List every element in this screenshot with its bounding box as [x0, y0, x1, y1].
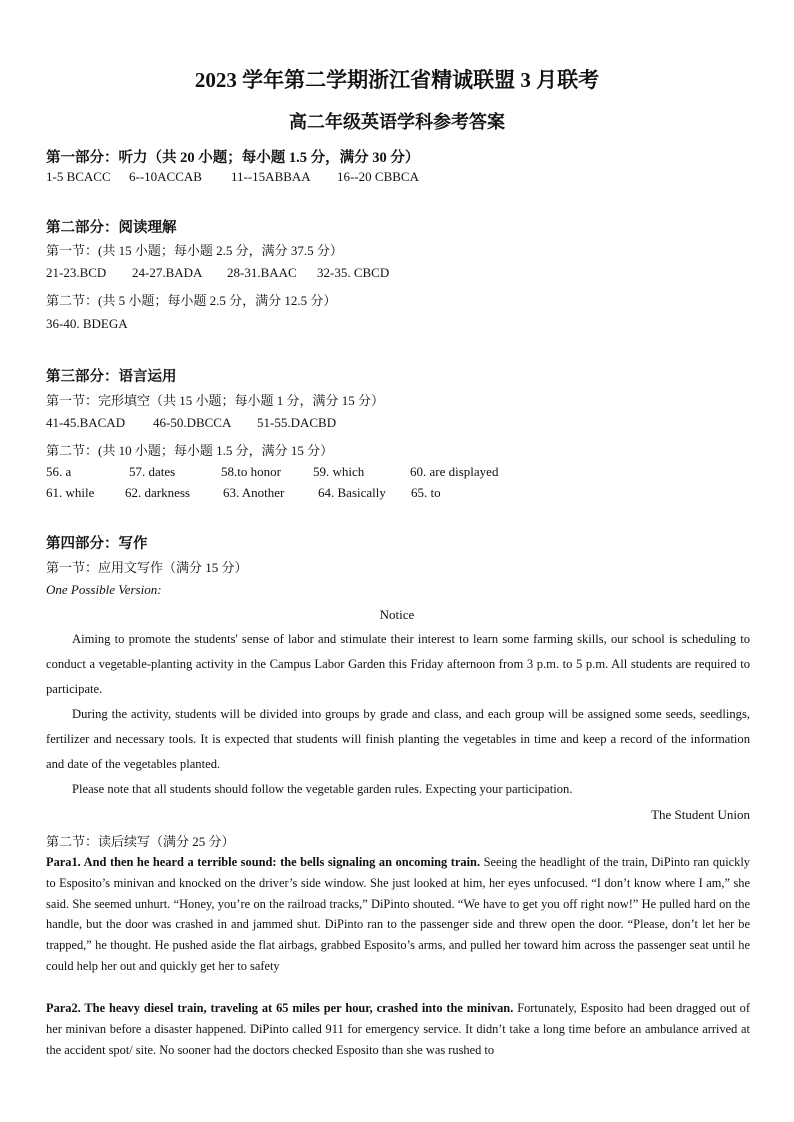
part4-heading: 第四部分：写作 [46, 536, 148, 552]
answer-item: 58.to honor [221, 464, 281, 479]
answer-item: 61. while [46, 485, 95, 500]
answer-group: 24-27.BADA [132, 265, 203, 280]
answer-group: 16--20 CBBCA [337, 169, 419, 184]
answer-group: 6--10ACCAB [129, 169, 202, 184]
notice-title: Notice [379, 607, 415, 622]
answer-group: 11--15ABBAA [231, 169, 311, 184]
part3-heading: 第三部分：语言运用 [46, 369, 177, 385]
answer-group: 1-5 BCACC [46, 169, 111, 184]
part1-heading: 第一部分：听力（共 20 小题；每小题 1.5 分，满分 30 分） [46, 150, 420, 166]
part2-heading: 第二部分：阅读理解 [46, 220, 177, 236]
answer-item: 62. darkness [125, 485, 190, 500]
part3-sec2-heading: 第二节：(共 10 小题；每小题 1.5 分，满分 15 分） [46, 443, 334, 458]
answer-item: 65. to [411, 485, 441, 500]
part2-sec2-heading: 第二节：(共 5 小题；每小题 2.5 分，满分 12.5 分） [46, 293, 337, 308]
page-subtitle: 高二年级英语学科参考答案 [289, 112, 505, 132]
para2-lead: Para2. The heavy diesel train, traveling at 65 miles per hour, crashed into the minivan. [46, 1001, 514, 1015]
part3-sec1-heading: 第一节：完形填空（共 15 小题；每小题 1 分，满分 15 分） [46, 393, 385, 408]
answer-group: 28-31.BAAC [227, 265, 297, 280]
notice-paragraph: Please note that all students should follow the vegetable garden rules. Expecting your participation. [72, 782, 573, 796]
version-label: One Possible Version: [46, 582, 162, 597]
para1-body: Seeing the headlight of the train, DiPinto ran quickly to Esposito’s minivan and knocked on the driver’s side window. She just looked at him, her eyes unfocused. “I don’t know where I am,” she said. She seemed unhurt. “Honey, you’re on the railroad tracks,” DiPinto shouted. “We have to get you off right now!” He pulled hard on the handle, but the door was crashed in and jammed shut. DiPinto ran to the passenger side and threw open the door. “Please, don’t let her be trapped,” he thought. He pushed aside the flat airbags, grabbed Esposito’s arms, and pulled her toward him across the passenger seat until he could help her out and quickly get her to safety [46, 855, 750, 973]
para1-lead: Para1. And then he heard a terrible sound: the bells signaling an oncoming train. [46, 855, 481, 869]
answer-group: 21-23.BCD [46, 265, 107, 280]
part3-sec1-answers [46, 415, 336, 431]
part3-sec2-row1 [46, 464, 498, 480]
answer-group: 41-45.BACAD [46, 415, 126, 430]
answer-group: 46-50.DBCCA [153, 415, 232, 430]
answer-item: 57. dates [129, 464, 176, 479]
part2-sec1-answers [46, 265, 389, 281]
part2-sec1-heading: 第一节：(共 15 小题；每小题 2.5 分，满分 37.5 分） [46, 243, 343, 258]
notice-signature: The Student Union [651, 807, 750, 822]
answer-group: 51-55.DACBD [257, 415, 337, 430]
page-title: 2023 学年第二学期浙江省精诚联盟 3 月联考 [194, 68, 600, 92]
answer-item: 64. Basically [318, 485, 386, 500]
part4-sec1-heading: 第一节：应用文写作（满分 15 分） [46, 560, 248, 575]
notice-paragraph: Aiming to promote the students' sense of labor and stimulate their interest to learn some farming skills, our school is scheduling to conduct a vegetable-planting activity in the Campus Labor Garden this Friday afternoon from 3 p.m. to 5 p.m. All students are required to participate. [46, 632, 750, 696]
part2-sec2-answers: 36-40. BDEGA [46, 316, 128, 331]
answer-group: 32-35. CBCD [317, 265, 390, 280]
continuation-para1 [46, 852, 750, 977]
para2-body: Fortunately, Esposito had been dragged out of her minivan before a disaster happened. DiPinto called 911 for emergency service. It didn’t take a long time before an ambulance arrived at the accident spot/ site. No sooner had the doctors checked Esposito than she was rushed to [46, 1001, 751, 1057]
part1-answers [46, 169, 419, 185]
answer-item: 59. which [313, 464, 365, 479]
continuation-para2 [46, 998, 750, 1060]
part4-sec2-heading: 第二节：读后续写（满分 25 分） [46, 834, 235, 849]
notice-paragraph: During the activity, students will be divided into groups by grade and class, and each group will be assigned some seeds, seedlings, fertilizer and necessary tools. It is expected that students will finish planting the vegetables in time and keep a record of the information and date of the vegetables planted. [46, 707, 750, 771]
part3-sec2-row2 [46, 485, 441, 501]
answer-item: 63. Another [223, 485, 285, 500]
answer-item: 60. are displayed [410, 464, 499, 479]
answer-item: 56. a [46, 464, 72, 479]
